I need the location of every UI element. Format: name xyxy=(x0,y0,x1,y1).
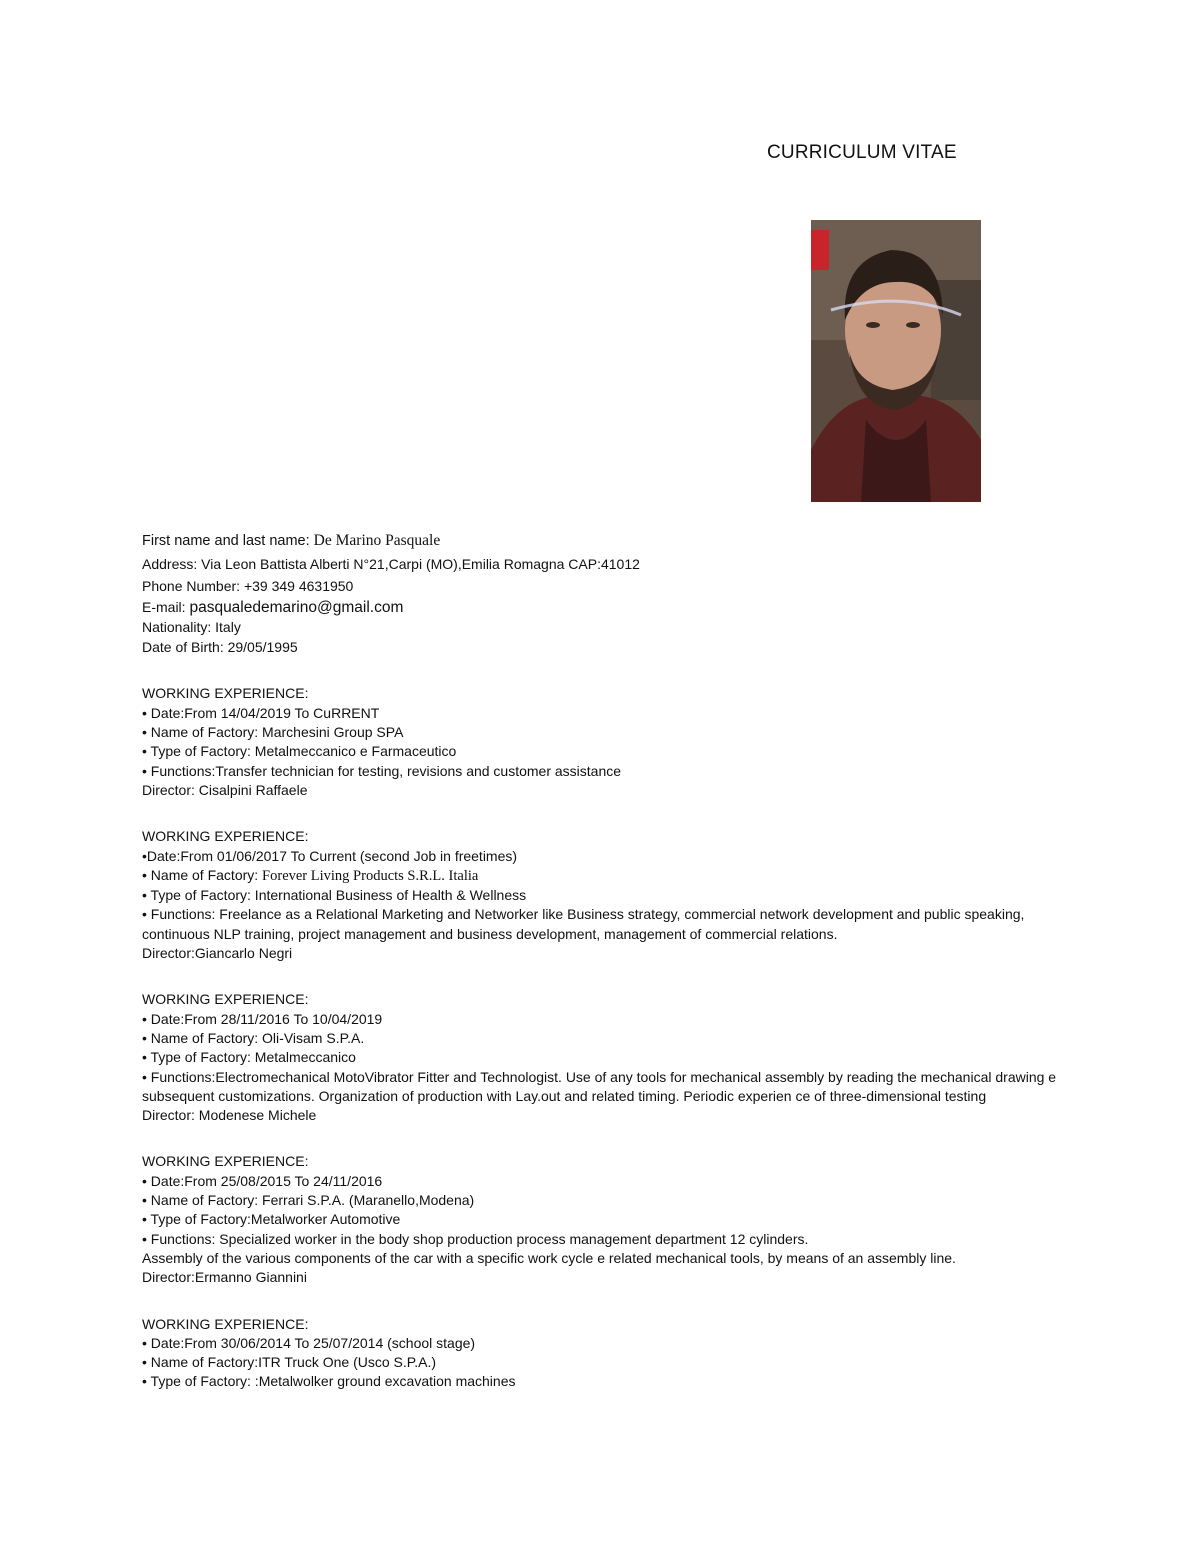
experience-date: • Date:From 14/04/2019 To CuRRENT xyxy=(142,704,380,721)
experience-heading: WORKING EXPERIENCE: xyxy=(142,828,309,845)
experience-type: • Type of Factory: :Metalwolker ground excavation machines xyxy=(142,1373,516,1390)
experience-functions: • Functions: Freelance as a Relational Marketing and Networker like Business strategy, commercial network development and public speaking, continuous NLP training, project management and business development, management of commercial relations. xyxy=(142,906,1025,942)
factory-value: ITR Truck One (Usco S.P.A.) xyxy=(258,1354,437,1371)
email-label: E-mail: xyxy=(142,598,190,615)
birth-line: Date of Birth: 29/05/1995 xyxy=(142,639,298,656)
experience-2 xyxy=(142,827,1072,963)
experience-3 xyxy=(142,990,1072,1125)
factory-value: Ferrari S.P.A. (Maranello,Modena) xyxy=(262,1192,475,1209)
factory-label: • Name of Factory: xyxy=(142,1192,263,1209)
factory-value: Oli-Visam S.P.A. xyxy=(262,1029,365,1046)
experience-type: • Type of Factory: International Business of Health & Wellness xyxy=(142,887,527,904)
experience-heading: WORKING EXPERIENCE: xyxy=(142,1315,309,1332)
email-value[interactable]: pasqualedemarino@gmail.com xyxy=(189,598,404,616)
email-line xyxy=(142,598,1072,617)
experience-date: •Date:From 01/06/2017 To Current (second Job in freetimes) xyxy=(142,847,518,864)
name-label: First name and last name: xyxy=(142,533,314,549)
experience-director: Director: Cisalpini Raffaele xyxy=(142,781,308,798)
factory-value: Marchesini Group SPA xyxy=(262,724,404,741)
experience-factory xyxy=(142,723,1072,742)
factory-label: • Name of Factory: xyxy=(142,724,263,741)
document-title: CURRICULUM VITAE xyxy=(767,142,957,163)
personal-info xyxy=(142,530,1072,657)
factory-label: • Name of Factory: xyxy=(142,866,263,883)
factory-value: Forever Living Products S.R.L. Italia xyxy=(262,867,479,884)
experience-4 xyxy=(142,1152,1072,1287)
experience-functions: • Functions:Transfer technician for testing, revisions and customer assistance xyxy=(142,762,622,779)
experience-functions: • Functions: Specialized worker in the body shop production process management department 12 cylinders. xyxy=(142,1230,809,1247)
address-line: Address: Via Leon Battista Alberti N°21,Carpi (MO),Emilia Romagna CAP:41012 xyxy=(142,556,640,572)
experience-type: • Type of Factory: Metalmeccanico e Farmaceutico xyxy=(142,743,457,760)
name-line xyxy=(142,530,1072,552)
experience-director: Director:Giancarlo Negri xyxy=(142,945,293,962)
experience-5 xyxy=(142,1315,1072,1392)
experience-date: • Date:From 25/08/2015 To 24/11/2016 xyxy=(142,1172,383,1189)
experience-factory xyxy=(142,866,1072,886)
experience-extra: Assembly of the various components of the car with a specific work cycle e related mechanical tools, by means of an assembly line. xyxy=(142,1249,956,1266)
experience-functions: • Functions:Electromechanical MotoVibrator Fitter and Technologist. Use of any tools for mechanical assembly by reading the mechanical drawing e subsequent customizations. Organization of production with Lay.out and related timing. Periodic experien ce of three-dimensional testing xyxy=(142,1068,1057,1104)
nationality-line: Nationality: Italy xyxy=(142,618,241,635)
factory-label: • Name of Factory: xyxy=(142,1029,263,1046)
experience-heading: WORKING EXPERIENCE: xyxy=(142,991,309,1008)
experience-factory xyxy=(142,1029,1072,1048)
experience-heading: WORKING EXPERIENCE: xyxy=(142,685,309,702)
factory-label: • Name of Factory: xyxy=(142,1354,259,1371)
experience-factory xyxy=(142,1191,1072,1210)
experience-type: • Type of Factory:Metalworker Automotive xyxy=(142,1211,401,1228)
cv-content xyxy=(142,530,1072,1392)
phone-line: Phone Number: +39 349 4631950 xyxy=(142,578,354,595)
name-value: De Marino Pasquale xyxy=(313,532,441,549)
experience-heading: WORKING EXPERIENCE: xyxy=(142,1153,309,1170)
experience-1 xyxy=(142,684,1072,800)
experience-factory xyxy=(142,1353,1072,1372)
experience-director: Director:Ermanno Giannini xyxy=(142,1269,307,1286)
profile-photo xyxy=(811,220,981,502)
experience-date: • Date:From 28/11/2016 To 10/04/2019 xyxy=(142,1010,383,1027)
experience-date: • Date:From 30/06/2014 To 25/07/2014 (school stage) xyxy=(142,1334,476,1351)
experience-director: Director: Modenese Michele xyxy=(142,1107,317,1124)
experience-type: • Type of Factory: Metalmeccanico xyxy=(142,1049,356,1066)
